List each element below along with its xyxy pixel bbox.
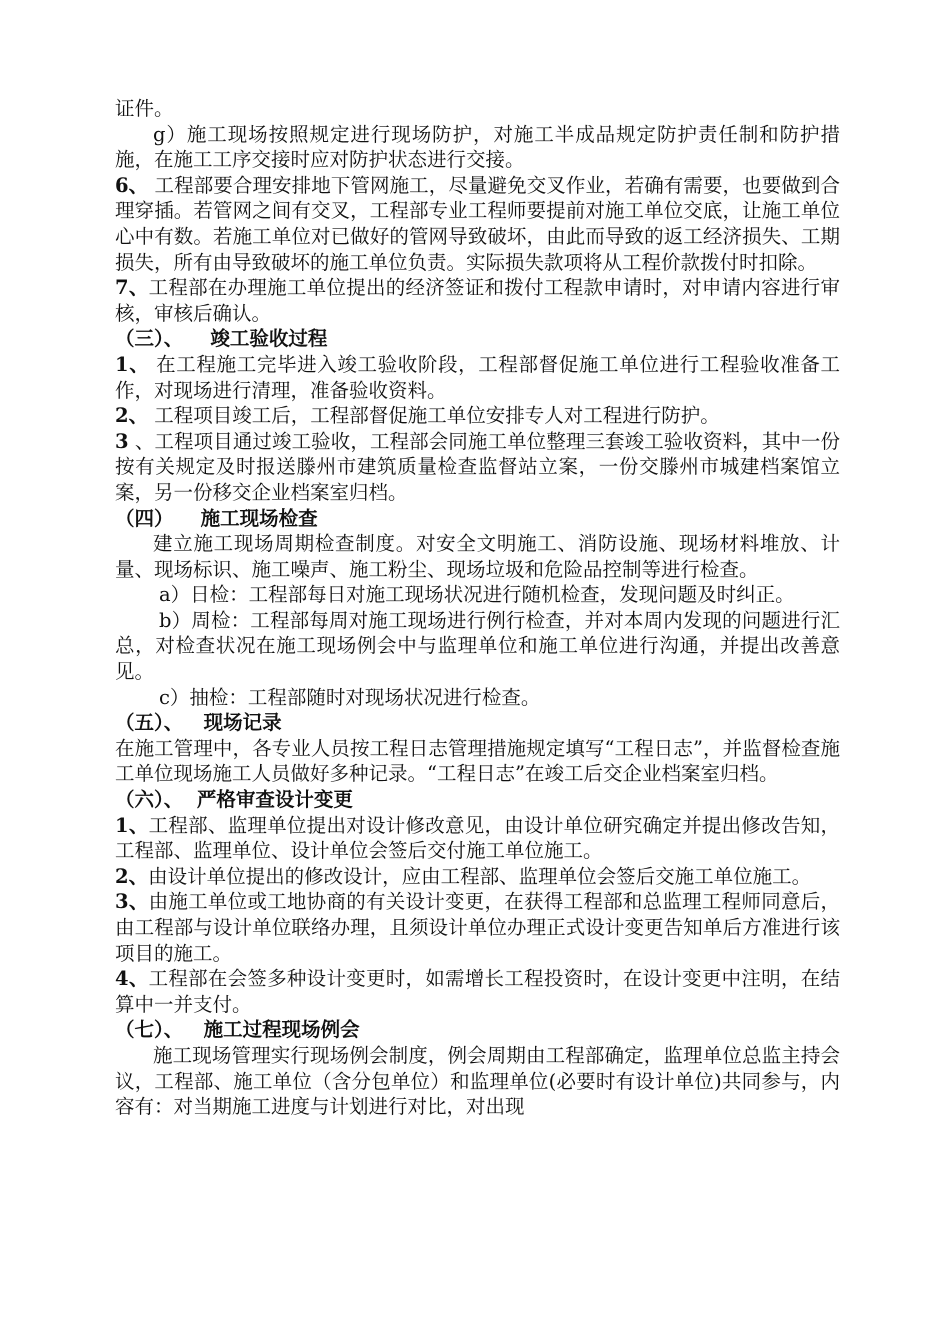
item-number: 4、 [115, 967, 149, 991]
item-number: 1、 [115, 352, 150, 376]
section-heading: （六）、 严格审查设计变更 [115, 788, 353, 812]
item-number: 1、 [115, 813, 149, 837]
body-paragraph: 证件。 [115, 97, 174, 120]
item-text: 在工程施工完毕进入竣工验收阶段，工程部督促施工单位进行工程验收准备工作，对现场进行清理，准备验收资料。 [115, 352, 840, 402]
item-text: 工程部在会签多种设计变更时，如需增长工程投资时，在设计变更中注明，在结算中一并支付。 [115, 967, 840, 1016]
numbered-paragraph [115, 864, 840, 890]
numbered-paragraph [115, 429, 840, 506]
item-text: 工程部、监理单位提出对设计修改意见，由设计单位研究确定并提出修改告知，工程部、监理单位、设计单位会签后交付施工单位施工。 [115, 813, 840, 863]
section-heading: （三）、 竣工验收过程 [115, 327, 328, 351]
body-paragraph: g）施工现场按照规定进行现场防护，对施工半成品规定防护责任制和防护措施，在施工工序交接时应对防护状态进行交接。 [115, 122, 840, 172]
body-paragraph: 在施工管理中，各专业人员按工程日志管理措施规定填写“工程日志”，并监督检查施工单位现场施工人员做好多种记录。“工程日志”在竣工后交企业档案室归档。 [115, 736, 840, 786]
item-number: 7、 [115, 276, 149, 300]
section-heading: （七）、 施工过程现场例会 [115, 1018, 360, 1042]
numbered-paragraph [115, 889, 840, 966]
body-paragraph: 建立施工现场周期检查制度。对安全文明施工、消防设施、现场材料堆放、计量、现场标识、施工噪声、施工粉尘、现场垃圾和危险品控制等进行检查。 [115, 532, 840, 581]
item-text: 工程项目竣工后，工程部督促施工单位安排专人对工程进行防护。 [148, 404, 720, 428]
item-text: 工程部在办理施工单位提出的经济签证和拨付工程款申请时，对申请内容进行审核，审核后确认。 [115, 276, 840, 325]
body-paragraph: 施工现场管理实行现场例会制度，例会周期由工程部确定，监理单位总监主持会议，工程部、施工单位（含分包单位）和监理单位(必要时有设计单位)共同参与，内容有：对当期施工进度与计划进行对比，对出现 [115, 1043, 840, 1119]
body-paragraph: b）周检：工程部每周对施工现场进行例行检查，并对本周内发现的问题进行汇总，对检查状况在施工现场例会中与监理单位和施工单位进行沟通，并提出改善意见。 [115, 608, 840, 684]
numbered-paragraph [115, 966, 840, 1017]
item-text: 、工程项目通过竣工验收，工程部会同施工单位整理三套竣工验收资料，其中一份按有关规定及时报送滕州市建筑质量检查监督站立案，一份交滕州市城建档案馆立案，另一份移交企业档案室归档。 [115, 429, 840, 504]
body-paragraph: c）抽检：工程部随时对现场状况进行检查。 [159, 685, 541, 709]
numbered-paragraph [115, 403, 840, 429]
item-number: 6、 [115, 173, 149, 197]
item-text: 由设计单位提出的修改设计，应由工程部、监理单位会签后交施工单位施工。 [148, 864, 812, 888]
item-text: 由施工单位或工地协商的有关设计变更，在获得工程部和总监理工程师同意后，由工程部与设计单位联络办理，且须设计单位办理正式设计变更告知单后方准进行该项目的施工。 [115, 890, 840, 965]
item-number: 3 [115, 429, 129, 453]
numbered-paragraph [115, 173, 840, 275]
numbered-paragraph [115, 352, 840, 403]
numbered-paragraph [115, 275, 840, 326]
body-paragraph: a）日检：工程部每日对施工现场状况进行随机检查，发现问题及时纠正。 [159, 583, 795, 607]
document-body [115, 96, 840, 1120]
section-heading: （五）、 现场记录 [115, 711, 282, 735]
numbered-paragraph [115, 813, 840, 864]
item-number: 2、 [115, 404, 149, 428]
item-number: 2、 [115, 864, 149, 888]
item-number: 3、 [115, 890, 149, 914]
item-text: 工程部要合理安排地下管网施工，尽量避免交叉作业，若确有需要，也要做到合理穿插。若管网之间有交叉，工程部专业工程师要提前对施工单位交底，让施工单位心中有数。若施工单位对已做好的管网导致破坏，由此而导致的返工经济损失、工期损失，所有由导致破坏的施工单位负责。实际损失款项将从工程价款拨付时扣除。 [115, 173, 840, 274]
section-heading: （四） 施工现场检查 [115, 506, 318, 530]
